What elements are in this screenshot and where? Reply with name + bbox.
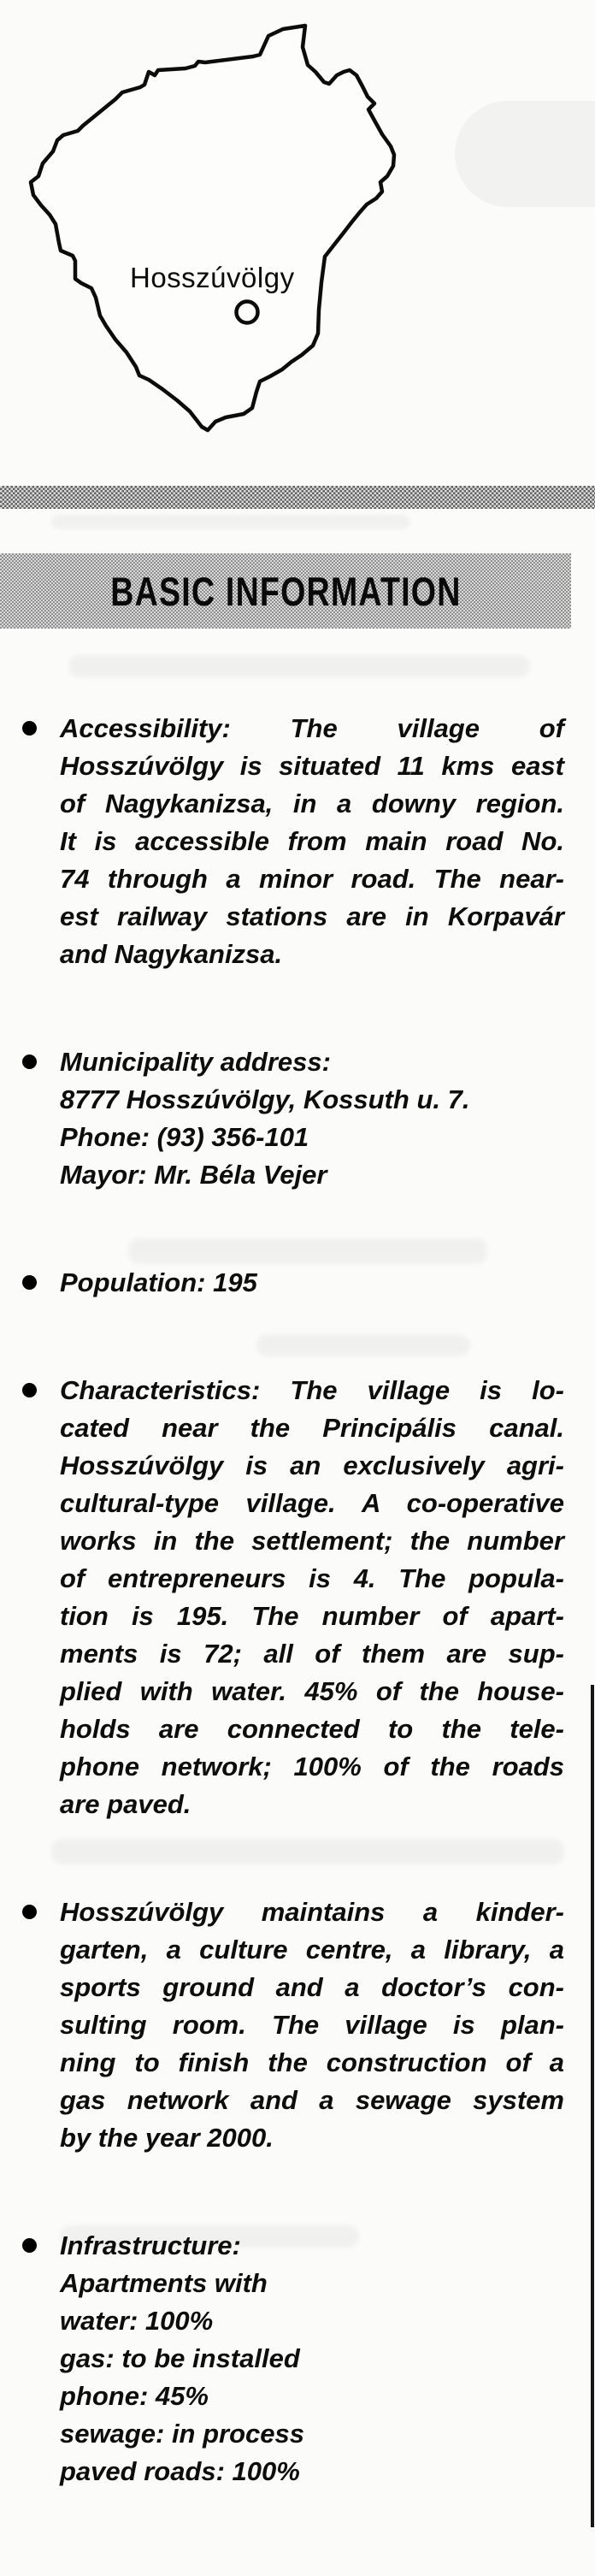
text-line: water: 100% (60, 2306, 214, 2336)
text-line: of entrepreneurs is 4. The popula- (60, 1563, 564, 1593)
village-boundary-map (0, 0, 427, 445)
text-line: est railway stations are in Korpavár (60, 901, 564, 931)
page-edge-line (591, 1685, 594, 2527)
list-item (60, 710, 564, 973)
text-line: are paved. (60, 1789, 191, 1819)
scan-smudge (51, 515, 410, 529)
paragraph (60, 1372, 564, 1823)
paragraph (60, 1894, 564, 2157)
section-header-bar (0, 553, 571, 629)
list-item (60, 1894, 564, 2157)
list-item (60, 1264, 564, 1302)
text-line: 8777 Hosszúvölgy, Kossuth u. 7. (60, 1084, 470, 1114)
text-line: 74 through a minor road. The near- (60, 864, 564, 894)
text-line: Characteristics: The village is lo- (60, 1375, 564, 1405)
paragraph (60, 1043, 564, 1194)
text-line: ments is 72; all of them are sup- (60, 1639, 564, 1669)
bullet-list (60, 710, 564, 2561)
text-line: Hosszúvölgy is an exclusively agri- (60, 1450, 564, 1480)
list-item (60, 2227, 564, 2490)
text-line: gas network and a sewage system (60, 2085, 564, 2115)
bullet-dot-icon (22, 1905, 37, 1919)
text-line: holds are connected to the tele- (60, 1714, 564, 1744)
map-label: Hosszúvölgy (130, 262, 295, 293)
text-line: and Nagykanizsa. (60, 939, 283, 969)
text-line: Infrastructure: (60, 2230, 241, 2260)
text-line: works in the settlement; the number (60, 1526, 564, 1556)
text-line: by the year 2000. (60, 2123, 274, 2153)
text-line: cultural-type village. A co-operative (60, 1488, 564, 1518)
text-line: Mayor: Mr. Béla Vejer (60, 1160, 327, 1190)
text-line: Apartments with (60, 2268, 268, 2298)
halftone-separator (0, 486, 595, 509)
text-line: phone: 45% (60, 2381, 209, 2411)
text-line: of Nagykanizsa, in a downy region. (60, 789, 564, 818)
text-line: phone network; 100% of the roads (60, 1752, 564, 1781)
text-line: sulting room. The village is plan- (60, 2010, 564, 2040)
bullet-dot-icon (22, 1275, 37, 1290)
text-line: sports ground and a doctor’s con- (60, 1972, 564, 2002)
text-line: Hosszúvölgy is situated 11 kms east (60, 751, 564, 781)
text-line: Municipality address: (60, 1047, 331, 1077)
village-marker-icon (237, 302, 258, 323)
bullet-dot-icon (22, 1383, 37, 1397)
text-line: cated near the Principális canal. (60, 1413, 564, 1443)
text-line: gas: to be installed (60, 2343, 300, 2373)
bullet-dot-icon (22, 2238, 37, 2253)
bullet-dot-icon (22, 1055, 37, 1069)
bullet-dot-icon (22, 721, 37, 736)
text-line: garten, a culture centre, a library, a (60, 1935, 564, 1964)
text-line: Population: 195 (60, 1267, 257, 1297)
text-line: ning to finish the construction of a (60, 2047, 564, 2077)
text-line: paved roads: 100% (60, 2456, 300, 2486)
paragraph (60, 2227, 564, 2490)
text-line: sewage: in process (60, 2419, 305, 2449)
scan-blob (455, 101, 595, 207)
section-title: BASIC INFORMATION (109, 568, 462, 614)
text-line: Accessibility: The village of (60, 713, 564, 743)
paragraph (60, 1264, 564, 1302)
text-line: It is accessible from main road No. (60, 826, 564, 856)
text-line: plied with water. 45% of the house- (60, 1676, 564, 1706)
list-item (60, 1372, 564, 1823)
scan-smudge (68, 655, 530, 677)
paragraph (60, 710, 564, 973)
text-line: tion is 195. The number of apart- (60, 1601, 564, 1631)
text-line: Hosszúvölgy maintains a kinder- (60, 1897, 564, 1927)
list-item (60, 1043, 564, 1194)
text-line: Phone: (93) 356-101 (60, 1122, 309, 1152)
village-outline (31, 26, 394, 430)
